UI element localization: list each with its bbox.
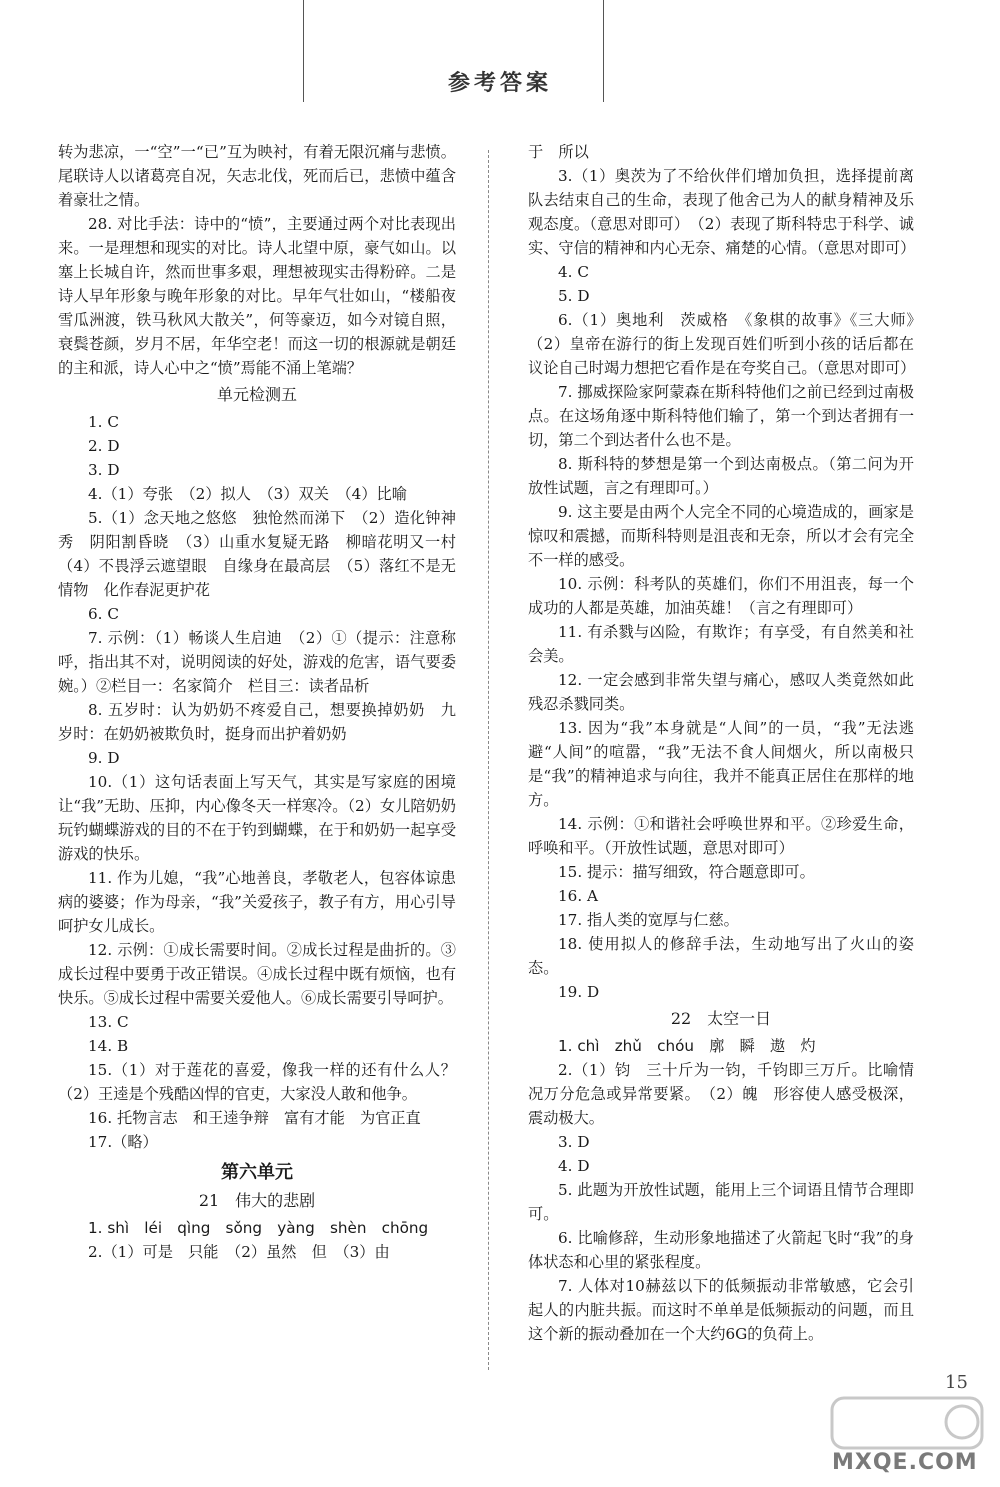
answer-item: 7. 人体对10赫兹以下的低频振动非常敏感，它会引起人的内脏共振。而这时不单单是低频振动的问题，而且这个新的振动叠加在一个大约6G的负荷上。: [528, 1277, 914, 1343]
answer-item: 2. D: [88, 437, 120, 455]
answer-item: 7. 挪威探险家阿蒙森在斯科特他们之前已经到过南极点。在这场角逐中斯科特他们输了，第一个到达者拥有一切，第二个到达者什么也不是。: [528, 383, 914, 449]
section-heading: 22 太空一日: [670, 1009, 772, 1028]
page-number: 15: [945, 1372, 968, 1393]
answer-item: 28. 对比手法：诗中的“愤”，主要通过两个对比表现出来。一是理想和现实的对比。诗人北望中原，豪气如山。以塞上长城自许，然而世事多艰，理想被现实击得粉碎。二是诗人早年形象与晚年形象的对比。早年气壮如山，“楼船夜雪瓜洲渡，铁马秋风大散关”，何等豪迈，如今对镜自照，衰鬓苍颜，岁月不居，年华空老！而这一切的根源就是朝廷的主和派，诗人心中之“愤”焉能不涌上笔端？: [58, 215, 456, 377]
answer-item: 17.（略）: [88, 1133, 158, 1151]
answer-item: 6. C: [88, 605, 119, 623]
answer-item: 19. D: [558, 983, 600, 1001]
header-rule-left: [303, 0, 304, 102]
column-divider: [488, 150, 489, 1370]
right-column: [528, 140, 930, 1346]
answer-item: 3. D: [558, 1133, 590, 1151]
answer-item: 9. D: [88, 749, 120, 767]
answer-item: 12. 一定会感到非常失望与痛心，感叹人类竟然如此残忍杀戮同类。: [528, 671, 914, 713]
section-heading: 单元检测五: [216, 385, 297, 404]
answer-item: 4. C: [558, 263, 589, 281]
answer-item: 4. D: [558, 1157, 590, 1175]
answer-item: 于 所以: [528, 143, 589, 161]
answer-item: 15.（1）对于莲花的喜爱，像我一样的还有什么人？（2）王逵是个残酷凶悍的官吏，大家没人敢和他争。: [58, 1061, 456, 1103]
answer-item: 10. 示例：科考队的英雄们，你们不用沮丧，每一个成功的人都是英雄，加油英雄！（言之有理即可）: [528, 575, 914, 617]
answer-item: 12. 示例：①成长需要时间。②成长过程是曲折的。③成长过程中要勇于改正错误。④成长过程中既有烦恼，也有快乐。⑤成长过程中需要关爱他人。⑥成长需要引导呵护。: [58, 941, 456, 1007]
answer-item: 转为悲凉，一“空”一“已”互为映衬，有着无限沉痛与悲愤。尾联诗人以诸葛亮自况，矢志北伐，死而后已，悲愤中蕴含着豪壮之情。: [58, 143, 456, 209]
answer-item: 13. C: [88, 1013, 129, 1031]
answer-item: 14. B: [88, 1037, 129, 1055]
header-title: 参考答案: [447, 71, 552, 96]
answer-item: 1. shì léi qìng sǒng yàng shèn chōng: [88, 1219, 429, 1237]
answer-item: 2.（1）可是 只能 （2）虽然 但 （3）由: [88, 1243, 390, 1261]
answer-item: 3. D: [88, 461, 120, 479]
answer-item: 15. 提示：描写细致，符合题意即可。: [558, 863, 815, 881]
header-rule-right: [603, 0, 604, 102]
answer-item: 1. chì zhǔ chóu 廓 瞬 遨 灼: [558, 1037, 816, 1055]
answer-item: 11. 有杀戮与凶险，有欺诈；有享受，有自然美和社会美。: [528, 623, 914, 665]
left-column: [58, 140, 472, 1264]
answer-item: 3.（1）奥茨为了不给伙伴们增加负担，选择提前离队去结束自己的生命，表现了他舍己为人的献身精神及乐观态度。（意思对即可） （2）表现了斯科特忠于科学、诚实、守信的精神和内心无奈、痛楚的心情。（意思对即可）: [528, 167, 916, 257]
answer-item: 5.（1）念天地之悠悠 独怆然而涕下 （2）造化钟神秀 阴阳割昏晓 （3）山重水复疑无路 柳暗花明又一村 （4）不畏浮云遮望眼 自缘身在最高层 （5）落红不是无情物 化作春泥更护花: [58, 509, 472, 599]
answer-item: 8. 斯科特的梦想是第一个到达南极点。（第二问为开放性试题，言之有理即可。）: [528, 455, 914, 497]
unit-heading: 第六单元: [221, 1162, 293, 1183]
answer-item: 2.（1）钧 三十斤为一钧，千钧即三万斤。比喻情况万分危急或异常要紧。 （2）魄 形容使人感受极深，震动极大。: [528, 1061, 914, 1127]
answer-item: 5. D: [558, 287, 590, 305]
answer-item: 13. 因为“我”本身就是“人间”的一员，“我”无法逃避“人间”的喧嚣，“我”无法不食人间烟火，所以南极只是“我”的精神追求与向往，我并不能真正居住在那样的地方。: [528, 719, 914, 809]
page-header: [0, 0, 1000, 120]
answer-item: 9. 这主要是由两个人完全不同的心境造成的，画家是惊叹和震撼，而斯科特则是沮丧和无奈，所以才会有完全不一样的感受。: [528, 503, 914, 569]
answer-item: 8. 五岁时：认为奶奶不疼爱自己，想要换掉奶奶 九岁时：在奶奶被欺负时，挺身而出护着奶奶: [58, 701, 456, 743]
answer-item: 17. 指人类的宽厚与仁慈。: [558, 911, 739, 929]
answer-item: 5. 此题为开放性试题，能用上三个词语且情节合理即可。: [528, 1181, 914, 1223]
answer-item: 10.（1）这句话表面上写天气，其实是写家庭的困境让“我”无助、压抑，内心像冬天一样寒冷。（2）女儿陪奶奶玩钓蝴蝶游戏的目的不在于钓到蝴蝶，在于和奶奶一起享受游戏的快乐。: [58, 773, 456, 863]
answer-item: 1. C: [88, 413, 119, 431]
answer-item: 14. 示例：①和谐社会呼唤世界和平。②珍爱生命，呼唤和平。（开放性试题，意思对即可）: [528, 815, 914, 857]
answer-item: 7. 示例：（1）畅谈人生启迪 （2）①（提示：注意称呼，指出其不对，说明阅读的好处，游戏的危害，语气要委婉。）②栏目一：名家简介 栏目三：读者品析: [58, 629, 456, 695]
answer-item: 4.（1）夸张 （2）拟人 （3）双关 （4）比喻: [88, 485, 407, 503]
section-heading: 21 伟大的悲剧: [198, 1191, 316, 1210]
watermark-text: MXQE.COM: [832, 1450, 978, 1475]
answer-item: 11. 作为儿媳，“我”心地善良，孝敬老人，包容体谅患病的婆婆；作为母亲，“我”关爱孩子，教子有方，用心引导呵护女儿成长。: [58, 869, 456, 935]
answer-item: 6. 比喻修辞，生动形象地描述了火箭起飞时“我”的身体状态和心里的紧张程度。: [528, 1229, 914, 1271]
answer-item: 18. 使用拟人的修辞手法，生动地写出了火山的姿态。: [528, 935, 914, 977]
answer-item: 16. A: [558, 887, 598, 905]
answer-item: 16. 托物言志 和王逵争辩 富有才能 为官正直: [88, 1109, 421, 1127]
answer-item: 6.（1）奥地利 茨威格 《象棋的故事》《三大师》 （2）皇帝在游行的街上发现百姓们听到小孩的话后都在议论自己时竭力想把它看作是在夸奖自己。（意思对即可）: [528, 311, 930, 377]
